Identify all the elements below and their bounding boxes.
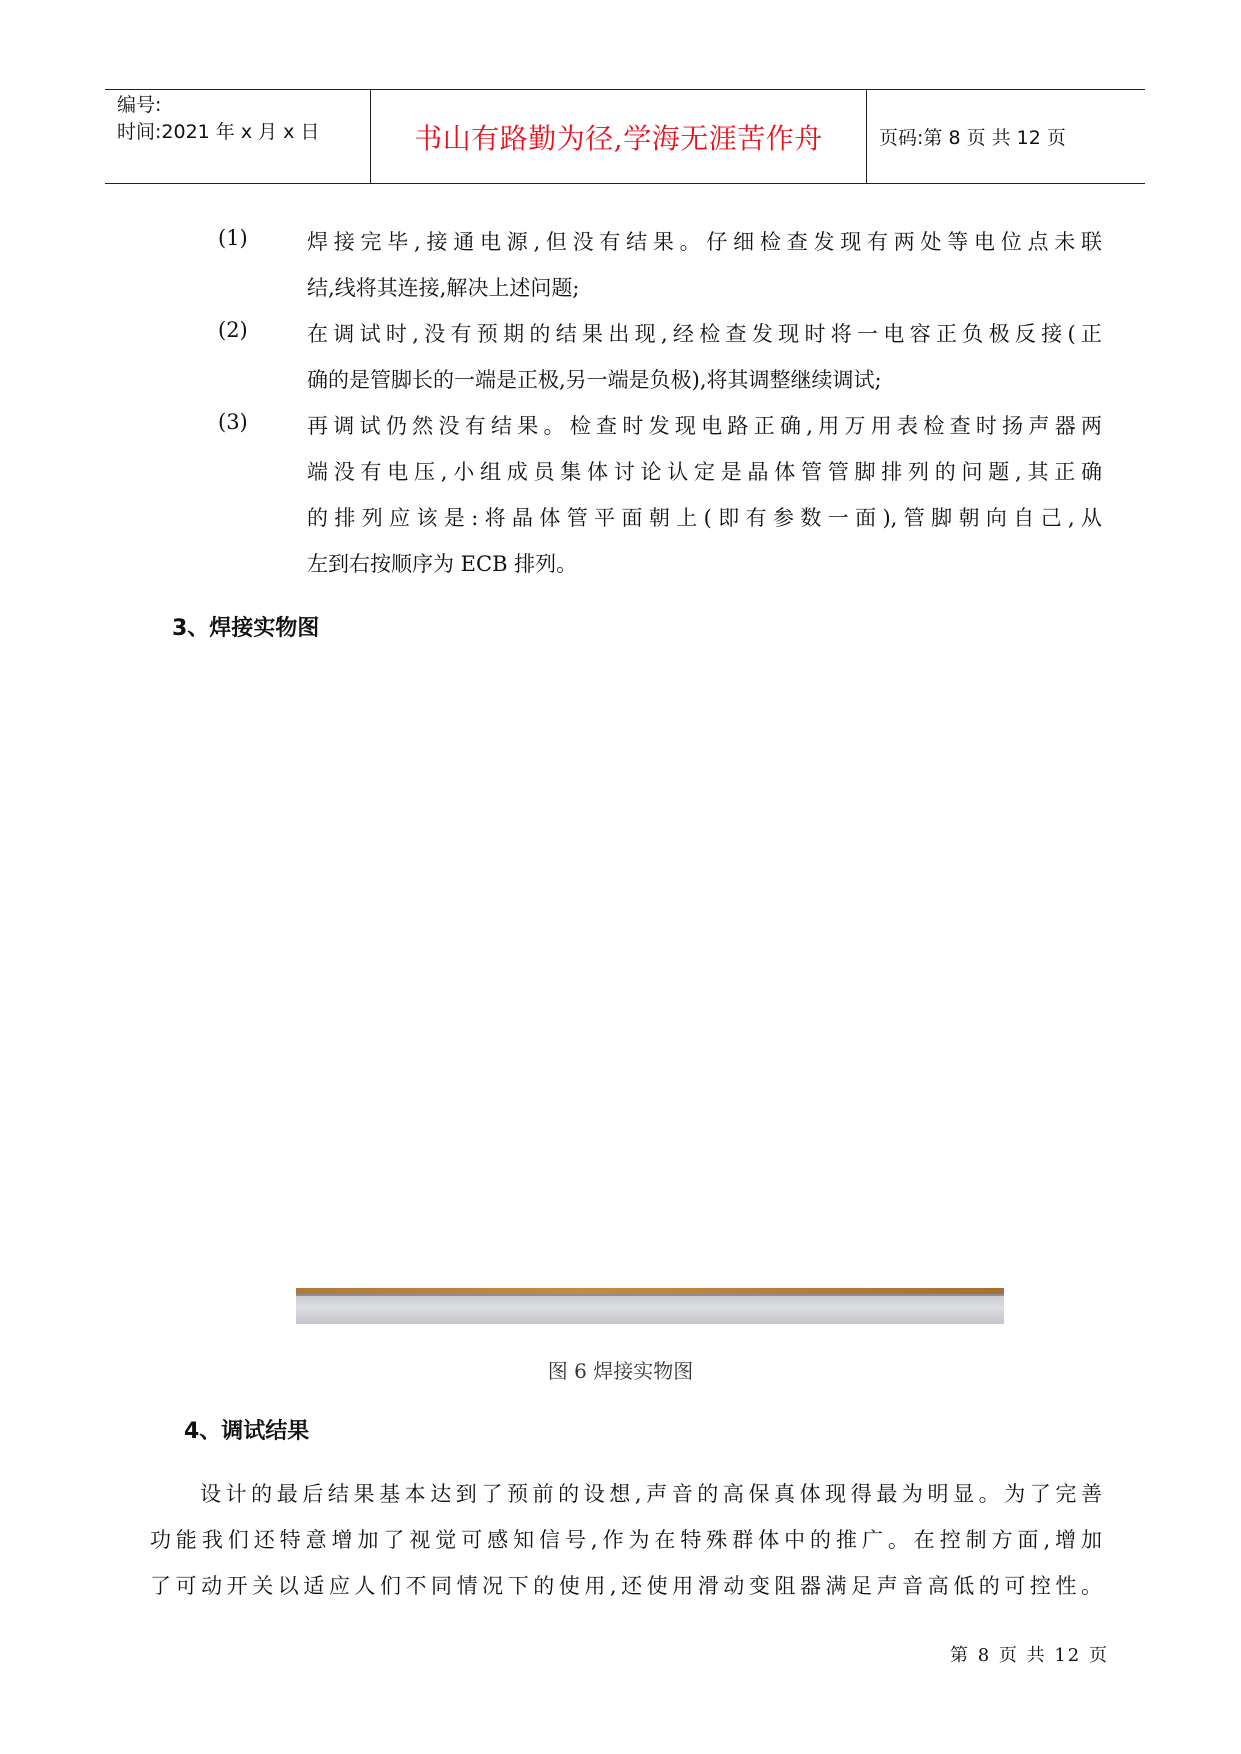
document-number-label: 编号: <box>117 94 162 116</box>
list-item-number: (2) <box>218 318 248 342</box>
header-meta-cell <box>105 90 371 183</box>
list-item-number: (1) <box>218 226 248 250</box>
list-item-line: 在调试时,没有预期的结果出现,经检查发现时将一电容正负极反接(正 <box>307 322 1102 346</box>
paragraph-line: 设计的最后结果基本达到了预前的设想,声音的高保真体现得最为明显。为了完善 <box>200 1482 1102 1506</box>
list-item-line: 左到右按顺序为 ECB 排列。 <box>307 552 578 576</box>
header-motto: 书山有路勤为径,学海无涯苦作舟 <box>371 90 867 183</box>
section-heading: 3、焊接实物图 <box>172 616 320 641</box>
list-item-line: 焊接完毕,接通电源,但没有结果。仔细检查发现有两处等电位点未联 <box>307 230 1102 254</box>
soldering-photo <box>296 1288 1004 1324</box>
document-time-label: 时间:2021 年 x 月 x 日 <box>117 121 320 143</box>
photo-board-edge <box>296 1294 1004 1296</box>
list-item-number: (3) <box>218 410 248 434</box>
paragraph-line: 功能我们还特意增加了视觉可感知信号,作为在特殊群体中的推广。在控制方面,增加 <box>150 1528 1102 1552</box>
list-item-line: 确的是管脚长的一端是正极,另一端是负极),将其调整继续调试; <box>307 368 882 392</box>
list-item-line: 再调试仍然没有结果。检查时发现电路正确,用万用表检查时扬声器两 <box>307 414 1102 438</box>
paragraph-line: 了可动开关以适应人们不同情况下的使用,还使用滑动变阻器满足声音高低的可控性。 <box>150 1574 1102 1598</box>
page-header <box>105 89 1145 184</box>
page-footer: 第 8 页 共 12 页 <box>950 1645 1109 1666</box>
photo-board <box>296 1294 1004 1324</box>
list-item-line: 的排列应该是:将晶体管平面朝上(即有参数一面),管脚朝向自己,从 <box>307 506 1102 530</box>
section-heading: 4、调试结果 <box>184 1419 310 1444</box>
figure-caption: 图 6 焊接实物图 <box>547 1359 694 1383</box>
header-page-number: 页码:第 8 页 共 12 页 <box>879 127 1066 149</box>
list-item-line: 端没有电压,小组成员集体讨论认定是晶体管管脚排列的问题,其正确 <box>307 460 1102 484</box>
list-item-line: 结,线将其连接,解决上述问题; <box>307 276 580 300</box>
